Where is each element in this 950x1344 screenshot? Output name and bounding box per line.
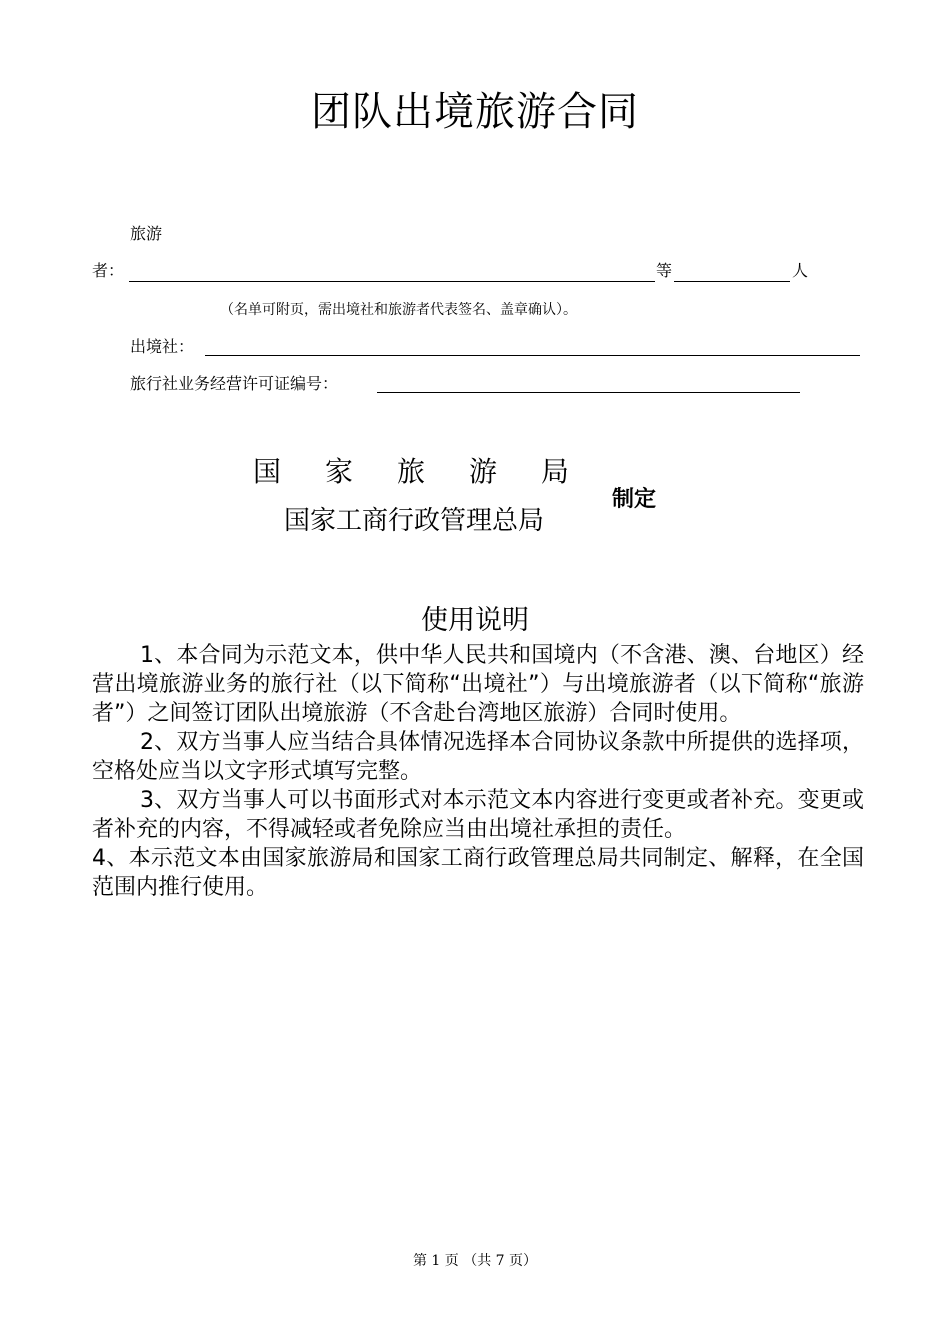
tourist-name-field[interactable] — [129, 281, 655, 282]
signature-note: （名单可附页，需出境社和旅游者代表签名、盖章确认）。 — [220, 302, 577, 318]
usage-paragraph-3: 3、双方当事人可以书面形式对本示范文本内容进行变更或者补充。变更或者补充的内容，不得减轻或者免除应当由出境社承担的责任。 — [92, 788, 864, 842]
license-label: 旅行社业务经营许可证编号： — [130, 374, 339, 393]
usage-body — [92, 641, 864, 902]
tourist-label-line2: 者： — [92, 261, 125, 280]
deng-label: 等 — [656, 261, 673, 280]
authority-tourism-bureau: 国 家 旅 游 局 — [253, 455, 578, 488]
usage-paragraph-2: 2、双方当事人应当结合具体情况选择本合同协议条款中所提供的选择项，空格处应当以文字形式填写完整。 — [92, 730, 864, 784]
document-title: 团队出境旅游合同 — [311, 89, 639, 135]
authority-saic: 国家工商行政管理总局 — [284, 506, 545, 536]
usage-paragraph-4: 4、本示范文本由国家旅游局和国家工商行政管理总局共同制定、解释，在全国范围内推行使用。 — [92, 846, 864, 900]
ren-label: 人 — [792, 261, 809, 280]
agency-name-field[interactable] — [205, 355, 860, 356]
usage-paragraph-1: 1、本合同为示范文本，供中华人民共和国境内（不含港、澳、台地区）经营出境旅游业务的旅行社（以下简称“出境社”）与出境旅游者（以下简称“旅游者”）之间签订团队出境旅游（不含赴台湾地区旅游）合同时使用。 — [92, 643, 864, 726]
tourist-label-line1: 旅游 — [130, 224, 163, 243]
license-number-field[interactable] — [377, 392, 800, 393]
page-footer: 第 1 页 （共 7 页） — [412, 1253, 538, 1269]
made-by-label: 制定 — [612, 487, 657, 512]
tourist-count-field[interactable] — [674, 281, 790, 282]
agency-label: 出境社： — [130, 337, 195, 356]
usage-title: 使用说明 — [421, 605, 529, 636]
